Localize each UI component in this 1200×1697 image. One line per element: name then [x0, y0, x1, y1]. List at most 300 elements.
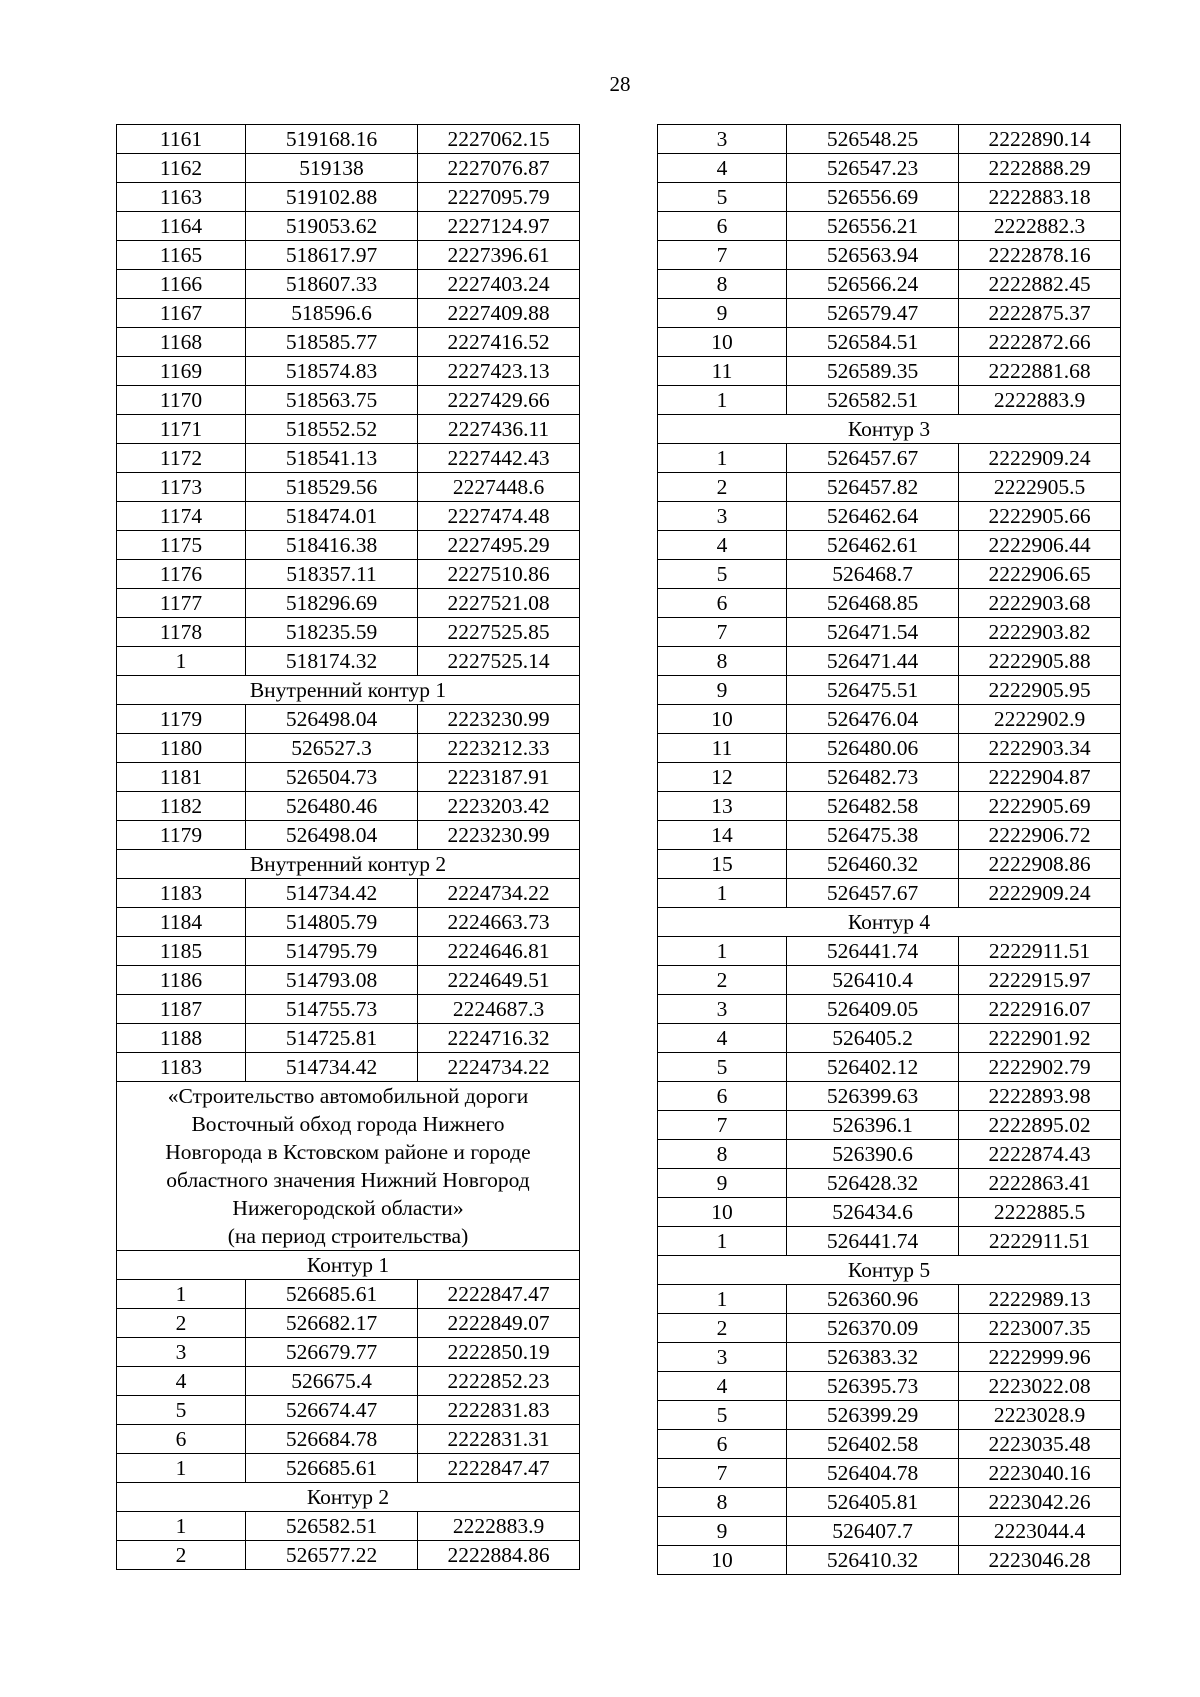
point-number-cell: 5 — [117, 1396, 246, 1425]
point-number-cell: 3 — [658, 1343, 787, 1372]
table-row — [658, 473, 1121, 502]
x-coordinate-cell: 526527.3 — [246, 734, 418, 763]
table-row — [658, 705, 1121, 734]
table-row — [117, 1024, 580, 1053]
table-row — [117, 1396, 580, 1425]
table-row — [658, 1401, 1121, 1430]
y-coordinate-cell: 2222906.65 — [959, 560, 1121, 589]
table-row — [658, 299, 1121, 328]
x-coordinate-cell: 518563.75 — [246, 386, 418, 415]
x-coordinate-cell: 526383.32 — [787, 1343, 959, 1372]
table-row — [658, 763, 1121, 792]
point-number-cell: 7 — [658, 618, 787, 647]
y-coordinate-cell: 2224687.3 — [418, 995, 580, 1024]
table-row — [117, 589, 580, 618]
x-coordinate-cell: 526434.6 — [787, 1198, 959, 1227]
point-number-cell: 3 — [658, 995, 787, 1024]
x-coordinate-cell: 526674.47 — [246, 1396, 418, 1425]
x-coordinate-cell: 518529.56 — [246, 473, 418, 502]
point-number-cell: 1 — [658, 1227, 787, 1256]
table-row — [658, 1517, 1121, 1546]
x-coordinate-cell: 526410.4 — [787, 966, 959, 995]
table-row — [117, 154, 580, 183]
point-number-cell: 1171 — [117, 415, 246, 444]
table-row — [117, 1541, 580, 1570]
x-coordinate-cell: 526441.74 — [787, 937, 959, 966]
y-coordinate-cell: 2222903.82 — [959, 618, 1121, 647]
x-coordinate-cell: 526457.67 — [787, 444, 959, 473]
point-number-cell: 1 — [117, 1512, 246, 1541]
y-coordinate-cell: 2222904.87 — [959, 763, 1121, 792]
point-number-cell: 1188 — [117, 1024, 246, 1053]
table-row — [117, 241, 580, 270]
table-row — [658, 183, 1121, 212]
y-coordinate-cell: 2223044.4 — [959, 1517, 1121, 1546]
point-number-cell: 2 — [117, 1309, 246, 1338]
x-coordinate-cell: 526410.32 — [787, 1546, 959, 1575]
y-coordinate-cell: 2223035.48 — [959, 1430, 1121, 1459]
table-row — [658, 444, 1121, 473]
table-row — [658, 1111, 1121, 1140]
caption-line: областного значения Нижний Новгород — [166, 1168, 530, 1192]
point-number-cell: 1168 — [117, 328, 246, 357]
point-number-cell: 1178 — [117, 618, 246, 647]
x-coordinate-cell: 519138 — [246, 154, 418, 183]
point-number-cell: 2 — [117, 1541, 246, 1570]
point-number-cell: 4 — [658, 531, 787, 560]
x-coordinate-cell: 526682.17 — [246, 1309, 418, 1338]
point-number-cell: 10 — [658, 705, 787, 734]
point-number-cell: 12 — [658, 763, 787, 792]
y-coordinate-cell: 2222911.51 — [959, 1227, 1121, 1256]
y-coordinate-cell: 2222915.97 — [959, 966, 1121, 995]
table-row — [658, 647, 1121, 676]
point-number-cell: 10 — [658, 1198, 787, 1227]
x-coordinate-cell: 519168.16 — [246, 125, 418, 154]
table-row — [117, 966, 580, 995]
x-coordinate-cell: 526404.78 — [787, 1459, 959, 1488]
table-row — [658, 270, 1121, 299]
point-number-cell: 1 — [658, 444, 787, 473]
point-number-cell: 1186 — [117, 966, 246, 995]
point-number-cell: 9 — [658, 1517, 787, 1546]
x-coordinate-cell: 526457.82 — [787, 473, 959, 502]
object-caption — [117, 1082, 580, 1251]
x-coordinate-cell: 526556.21 — [787, 212, 959, 241]
x-coordinate-cell: 526462.64 — [787, 502, 959, 531]
table-row — [117, 444, 580, 473]
x-coordinate-cell: 514734.42 — [246, 1053, 418, 1082]
x-coordinate-cell: 518357.11 — [246, 560, 418, 589]
table-row — [658, 1546, 1121, 1575]
table-row — [117, 386, 580, 415]
table-row — [658, 879, 1121, 908]
section-header-row — [117, 1483, 580, 1512]
table-row — [117, 995, 580, 1024]
x-coordinate-cell: 526582.51 — [246, 1512, 418, 1541]
point-number-cell: 1167 — [117, 299, 246, 328]
table-row — [658, 1227, 1121, 1256]
table-row — [658, 792, 1121, 821]
table-row — [117, 734, 580, 763]
point-number-cell: 1179 — [117, 821, 246, 850]
table-row — [658, 502, 1121, 531]
y-coordinate-cell: 2227416.52 — [418, 328, 580, 357]
y-coordinate-cell: 2224649.51 — [418, 966, 580, 995]
point-number-cell: 1173 — [117, 473, 246, 502]
table-row — [658, 328, 1121, 357]
point-number-cell: 5 — [658, 183, 787, 212]
x-coordinate-cell: 518474.01 — [246, 502, 418, 531]
y-coordinate-cell: 2227436.11 — [418, 415, 580, 444]
y-coordinate-cell: 2223040.16 — [959, 1459, 1121, 1488]
table-row — [117, 212, 580, 241]
section-title: Контур 1 — [117, 1251, 580, 1280]
y-coordinate-cell: 2222901.92 — [959, 1024, 1121, 1053]
x-coordinate-cell: 526460.32 — [787, 850, 959, 879]
point-number-cell: 1182 — [117, 792, 246, 821]
y-coordinate-cell: 2227474.48 — [418, 502, 580, 531]
caption-line: «Строительство автомобильной дороги — [167, 1084, 529, 1108]
x-coordinate-cell: 518235.59 — [246, 618, 418, 647]
x-coordinate-cell: 526390.6 — [787, 1140, 959, 1169]
table-row — [117, 647, 580, 676]
y-coordinate-cell: 2223187.91 — [418, 763, 580, 792]
x-coordinate-cell: 526679.77 — [246, 1338, 418, 1367]
section-title: Контур 2 — [117, 1483, 580, 1512]
table-row — [117, 299, 580, 328]
table-row — [117, 357, 580, 386]
point-number-cell: 1 — [117, 647, 246, 676]
point-number-cell: 1166 — [117, 270, 246, 299]
x-coordinate-cell: 526589.35 — [787, 357, 959, 386]
point-number-cell: 6 — [658, 1430, 787, 1459]
table-row — [658, 995, 1121, 1024]
table-row — [658, 125, 1121, 154]
point-number-cell: 1187 — [117, 995, 246, 1024]
point-number-cell: 6 — [117, 1425, 246, 1454]
point-number-cell: 7 — [658, 241, 787, 270]
x-coordinate-cell: 526684.78 — [246, 1425, 418, 1454]
x-coordinate-cell: 526504.73 — [246, 763, 418, 792]
point-number-cell: 1176 — [117, 560, 246, 589]
x-coordinate-cell: 514795.79 — [246, 937, 418, 966]
point-number-cell: 10 — [658, 1546, 787, 1575]
y-coordinate-cell: 2224663.73 — [418, 908, 580, 937]
x-coordinate-cell: 526395.73 — [787, 1372, 959, 1401]
x-coordinate-cell: 526579.47 — [787, 299, 959, 328]
table-row — [117, 1425, 580, 1454]
y-coordinate-cell: 2222883.9 — [959, 386, 1121, 415]
point-number-cell: 1164 — [117, 212, 246, 241]
x-coordinate-cell: 519053.62 — [246, 212, 418, 241]
table-row — [117, 125, 580, 154]
point-number-cell: 2 — [658, 966, 787, 995]
x-coordinate-cell: 526556.69 — [787, 183, 959, 212]
point-number-cell: 1 — [117, 1454, 246, 1483]
table-row — [658, 1082, 1121, 1111]
y-coordinate-cell: 2227448.6 — [418, 473, 580, 502]
point-number-cell: 1183 — [117, 879, 246, 908]
point-number-cell: 1162 — [117, 154, 246, 183]
point-number-cell: 2 — [658, 473, 787, 502]
point-number-cell: 11 — [658, 357, 787, 386]
section-header-row — [117, 1251, 580, 1280]
table-row — [658, 1198, 1121, 1227]
y-coordinate-cell: 2222881.68 — [959, 357, 1121, 386]
table-row — [658, 821, 1121, 850]
y-coordinate-cell: 2223203.42 — [418, 792, 580, 821]
y-coordinate-cell: 2224734.22 — [418, 879, 580, 908]
y-coordinate-cell: 2227495.29 — [418, 531, 580, 560]
x-coordinate-cell: 526396.1 — [787, 1111, 959, 1140]
point-number-cell: 7 — [658, 1111, 787, 1140]
table-row — [658, 1024, 1121, 1053]
point-number-cell: 1169 — [117, 357, 246, 386]
point-number-cell: 7 — [658, 1459, 787, 1488]
point-number-cell: 1177 — [117, 589, 246, 618]
table-row — [658, 357, 1121, 386]
point-number-cell: 5 — [658, 1401, 787, 1430]
page-number: 28 — [609, 72, 631, 96]
y-coordinate-cell: 2222902.9 — [959, 705, 1121, 734]
x-coordinate-cell: 526468.7 — [787, 560, 959, 589]
y-coordinate-cell: 2222863.41 — [959, 1169, 1121, 1198]
table-row — [658, 966, 1121, 995]
y-coordinate-cell: 2222908.86 — [959, 850, 1121, 879]
point-number-cell: 6 — [658, 212, 787, 241]
x-coordinate-cell: 526482.73 — [787, 763, 959, 792]
point-number-cell: 13 — [658, 792, 787, 821]
x-coordinate-cell: 526498.04 — [246, 705, 418, 734]
table-row — [658, 1430, 1121, 1459]
y-coordinate-cell: 2222852.23 — [418, 1367, 580, 1396]
point-number-cell: 6 — [658, 589, 787, 618]
y-coordinate-cell: 2224646.81 — [418, 937, 580, 966]
table-row — [117, 415, 580, 444]
point-number-cell: 1180 — [117, 734, 246, 763]
point-number-cell: 3 — [117, 1338, 246, 1367]
y-coordinate-cell: 2222884.86 — [418, 1541, 580, 1570]
point-number-cell: 1183 — [117, 1053, 246, 1082]
y-coordinate-cell: 2222911.51 — [959, 937, 1121, 966]
x-coordinate-cell: 514725.81 — [246, 1024, 418, 1053]
section-title: Внутренний контур 2 — [117, 850, 580, 879]
y-coordinate-cell: 2222903.68 — [959, 589, 1121, 618]
point-number-cell: 1 — [117, 1280, 246, 1309]
y-coordinate-cell: 2224716.32 — [418, 1024, 580, 1053]
x-coordinate-cell: 526405.81 — [787, 1488, 959, 1517]
table-row — [658, 1140, 1121, 1169]
coordinates-table-right — [657, 124, 1121, 1575]
point-number-cell: 1161 — [117, 125, 246, 154]
x-coordinate-cell: 518552.52 — [246, 415, 418, 444]
table-row — [117, 473, 580, 502]
y-coordinate-cell: 2222883.9 — [418, 1512, 580, 1541]
table-row — [658, 1169, 1121, 1198]
y-coordinate-cell: 2222909.24 — [959, 879, 1121, 908]
point-number-cell: 6 — [658, 1082, 787, 1111]
y-coordinate-cell: 2227095.79 — [418, 183, 580, 212]
y-coordinate-cell: 2222905.95 — [959, 676, 1121, 705]
point-number-cell: 1170 — [117, 386, 246, 415]
caption-line: Восточный обход города Нижнего — [191, 1112, 505, 1136]
point-number-cell: 1175 — [117, 531, 246, 560]
point-number-cell: 8 — [658, 647, 787, 676]
x-coordinate-cell: 526476.04 — [787, 705, 959, 734]
x-coordinate-cell: 526409.05 — [787, 995, 959, 1024]
point-number-cell: 11 — [658, 734, 787, 763]
point-number-cell: 4 — [117, 1367, 246, 1396]
x-coordinate-cell: 526468.85 — [787, 589, 959, 618]
x-coordinate-cell: 526675.4 — [246, 1367, 418, 1396]
section-header-row — [658, 908, 1121, 937]
table-row — [117, 560, 580, 589]
table-row — [658, 212, 1121, 241]
point-number-cell: 8 — [658, 270, 787, 299]
table-row — [658, 241, 1121, 270]
y-coordinate-cell: 2223046.28 — [959, 1546, 1121, 1575]
y-coordinate-cell: 2222875.37 — [959, 299, 1121, 328]
table-row — [117, 879, 580, 908]
y-coordinate-cell: 2227409.88 — [418, 299, 580, 328]
point-number-cell: 5 — [658, 560, 787, 589]
y-coordinate-cell: 2222905.5 — [959, 473, 1121, 502]
object-caption-row — [117, 1082, 580, 1251]
table-row — [658, 589, 1121, 618]
table-row — [117, 705, 580, 734]
section-title: Контур 4 — [658, 908, 1121, 937]
y-coordinate-cell: 2227403.24 — [418, 270, 580, 299]
x-coordinate-cell: 526482.58 — [787, 792, 959, 821]
point-number-cell: 1179 — [117, 705, 246, 734]
point-number-cell: 10 — [658, 328, 787, 357]
table-row — [658, 1372, 1121, 1401]
table-row — [117, 1512, 580, 1541]
point-number-cell: 1172 — [117, 444, 246, 473]
y-coordinate-cell: 2222885.5 — [959, 1198, 1121, 1227]
y-coordinate-cell: 2222895.02 — [959, 1111, 1121, 1140]
x-coordinate-cell: 518541.13 — [246, 444, 418, 473]
table-row — [658, 386, 1121, 415]
y-coordinate-cell: 2222882.45 — [959, 270, 1121, 299]
x-coordinate-cell: 526471.54 — [787, 618, 959, 647]
x-coordinate-cell: 514793.08 — [246, 966, 418, 995]
point-number-cell: 1185 — [117, 937, 246, 966]
y-coordinate-cell: 2223042.26 — [959, 1488, 1121, 1517]
table-row — [117, 270, 580, 299]
y-coordinate-cell: 2227076.87 — [418, 154, 580, 183]
point-number-cell: 14 — [658, 821, 787, 850]
y-coordinate-cell: 2222831.31 — [418, 1425, 580, 1454]
point-number-cell: 3 — [658, 502, 787, 531]
table-row — [658, 676, 1121, 705]
table-row — [117, 618, 580, 647]
table-row — [117, 183, 580, 212]
table-row — [117, 1338, 580, 1367]
table-row — [658, 937, 1121, 966]
x-coordinate-cell: 526475.51 — [787, 676, 959, 705]
table-row — [117, 1367, 580, 1396]
point-number-cell: 1 — [658, 879, 787, 908]
table-row — [117, 1053, 580, 1082]
y-coordinate-cell: 2223212.33 — [418, 734, 580, 763]
x-coordinate-cell: 518617.97 — [246, 241, 418, 270]
x-coordinate-cell: 526480.46 — [246, 792, 418, 821]
y-coordinate-cell: 2222989.13 — [959, 1285, 1121, 1314]
y-coordinate-cell: 2222888.29 — [959, 154, 1121, 183]
point-number-cell: 8 — [658, 1488, 787, 1517]
y-coordinate-cell: 2222847.47 — [418, 1280, 580, 1309]
y-coordinate-cell: 2227429.66 — [418, 386, 580, 415]
x-coordinate-cell: 526457.67 — [787, 879, 959, 908]
point-number-cell: 8 — [658, 1140, 787, 1169]
y-coordinate-cell: 2222902.79 — [959, 1053, 1121, 1082]
y-coordinate-cell: 2222831.83 — [418, 1396, 580, 1425]
point-number-cell: 9 — [658, 1169, 787, 1198]
y-coordinate-cell: 2227510.86 — [418, 560, 580, 589]
point-number-cell: 5 — [658, 1053, 787, 1082]
x-coordinate-cell: 526402.58 — [787, 1430, 959, 1459]
y-coordinate-cell: 2223022.08 — [959, 1372, 1121, 1401]
x-coordinate-cell: 526577.22 — [246, 1541, 418, 1570]
y-coordinate-cell: 2222905.69 — [959, 792, 1121, 821]
table-row — [117, 1454, 580, 1483]
y-coordinate-cell: 2227124.97 — [418, 212, 580, 241]
y-coordinate-cell: 2222999.96 — [959, 1343, 1121, 1372]
table-row — [658, 1314, 1121, 1343]
x-coordinate-cell: 518585.77 — [246, 328, 418, 357]
section-title: Контур 3 — [658, 415, 1121, 444]
y-coordinate-cell: 2222903.34 — [959, 734, 1121, 763]
point-number-cell: 1165 — [117, 241, 246, 270]
x-coordinate-cell: 514805.79 — [246, 908, 418, 937]
x-coordinate-cell: 514734.42 — [246, 879, 418, 908]
y-coordinate-cell: 2222883.18 — [959, 183, 1121, 212]
x-coordinate-cell: 526399.29 — [787, 1401, 959, 1430]
x-coordinate-cell: 518296.69 — [246, 589, 418, 618]
x-coordinate-cell: 526582.51 — [787, 386, 959, 415]
y-coordinate-cell: 2227525.14 — [418, 647, 580, 676]
table-row — [658, 154, 1121, 183]
x-coordinate-cell: 526498.04 — [246, 821, 418, 850]
point-number-cell: 1174 — [117, 502, 246, 531]
x-coordinate-cell: 518416.38 — [246, 531, 418, 560]
point-number-cell: 1 — [658, 1285, 787, 1314]
y-coordinate-cell: 2222882.3 — [959, 212, 1121, 241]
x-coordinate-cell: 526402.12 — [787, 1053, 959, 1082]
section-header-row — [658, 1256, 1121, 1285]
section-title: Контур 5 — [658, 1256, 1121, 1285]
table-row — [658, 1285, 1121, 1314]
y-coordinate-cell: 2222905.88 — [959, 647, 1121, 676]
x-coordinate-cell: 518607.33 — [246, 270, 418, 299]
section-header-row — [117, 676, 580, 705]
x-coordinate-cell: 526685.61 — [246, 1454, 418, 1483]
y-coordinate-cell: 2224734.22 — [418, 1053, 580, 1082]
caption-line: Новгорода в Кстовском районе и городе — [165, 1140, 531, 1164]
table-row — [658, 531, 1121, 560]
y-coordinate-cell: 2223007.35 — [959, 1314, 1121, 1343]
x-coordinate-cell: 518174.32 — [246, 647, 418, 676]
section-header-row — [658, 415, 1121, 444]
x-coordinate-cell: 518574.83 — [246, 357, 418, 386]
x-coordinate-cell: 526370.09 — [787, 1314, 959, 1343]
point-number-cell: 1 — [658, 386, 787, 415]
x-coordinate-cell: 526407.7 — [787, 1517, 959, 1546]
table-row — [658, 734, 1121, 763]
y-coordinate-cell: 2223230.99 — [418, 821, 580, 850]
